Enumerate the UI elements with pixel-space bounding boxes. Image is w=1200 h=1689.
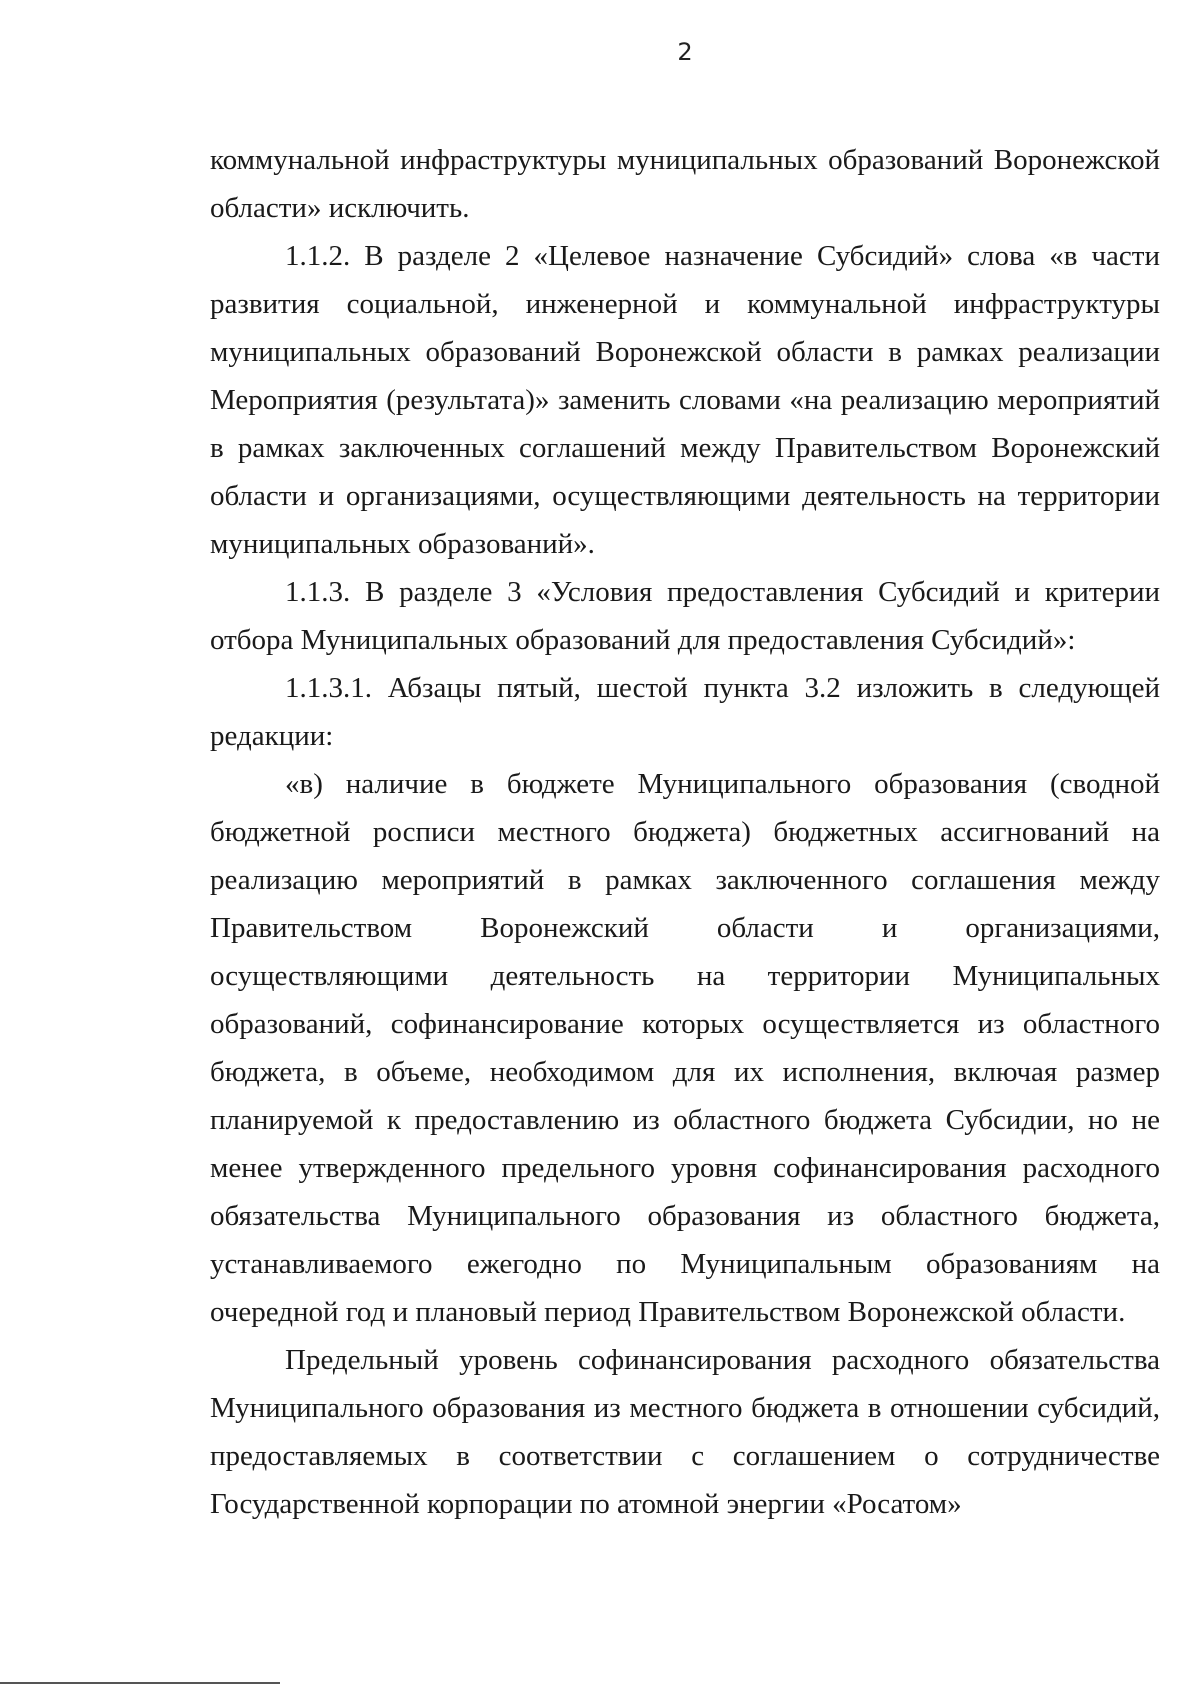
paragraph-1-1-2: 1.1.2. В разделе 2 «Целевое назначение Субсидий» слова «в части развития социальной, инженерной и коммунальной инфраструктуры муниципальных образований Воронежской области в рамках реализации Мероприятия (результата)» заменить словами «на реализацию мероприятий в рамках заключенных соглашений между Правительством Воронежский области и организациями, осуществляющими деятельность на территории муниципальных образований».	[210, 240, 1160, 560]
bottom-divider	[0, 1682, 280, 1684]
paragraph-limit-level: Предельный уровень софинансирования расходного обязательства Муниципального образования из местного бюджета в отношении субсидий, предоставляемых в соответствии с соглашением о сотрудничестве Государственной корпорации по атомной энергии «Росатом»	[210, 1344, 1160, 1520]
document-body	[210, 136, 1160, 1528]
paragraph-item-v: «в) наличие в бюджете Муниципального образования (сводной бюджетной росписи местного бюджета) бюджетных ассигнований на реализацию мероприятий в рамках заключенного соглашения между Правительством Воронежский области и организациями, осуществляющими деятельность на территории Муниципальных образований, софинансирование которых осуществляется из областного бюджета, в объеме, необходимом для их исполнения, включая размер планируемой к предоставлению из областного бюджета Субсидии, но не менее утвержденного предельного уровня софинансирования расходного обязательства Муниципального образования из областного бюджета, устанавливаемого ежегодно по Муниципальным образованиям на очередной год и плановый период Правительством Воронежской области.	[210, 768, 1160, 1328]
page-number: 2	[677, 38, 693, 66]
paragraph-1-1-3-1: 1.1.3.1. Абзацы пятый, шестой пункта 3.2 изложить в следующей редакции:	[210, 672, 1160, 752]
paragraph-1-1-3: 1.1.3. В разделе 3 «Условия предоставления Субсидий и критерии отбора Муниципальных образований для предоставления Субсидий»:	[210, 576, 1160, 656]
paragraph-continuation: коммунальной инфраструктуры муниципальных образований Воронежской области» исключить.	[210, 144, 1160, 224]
